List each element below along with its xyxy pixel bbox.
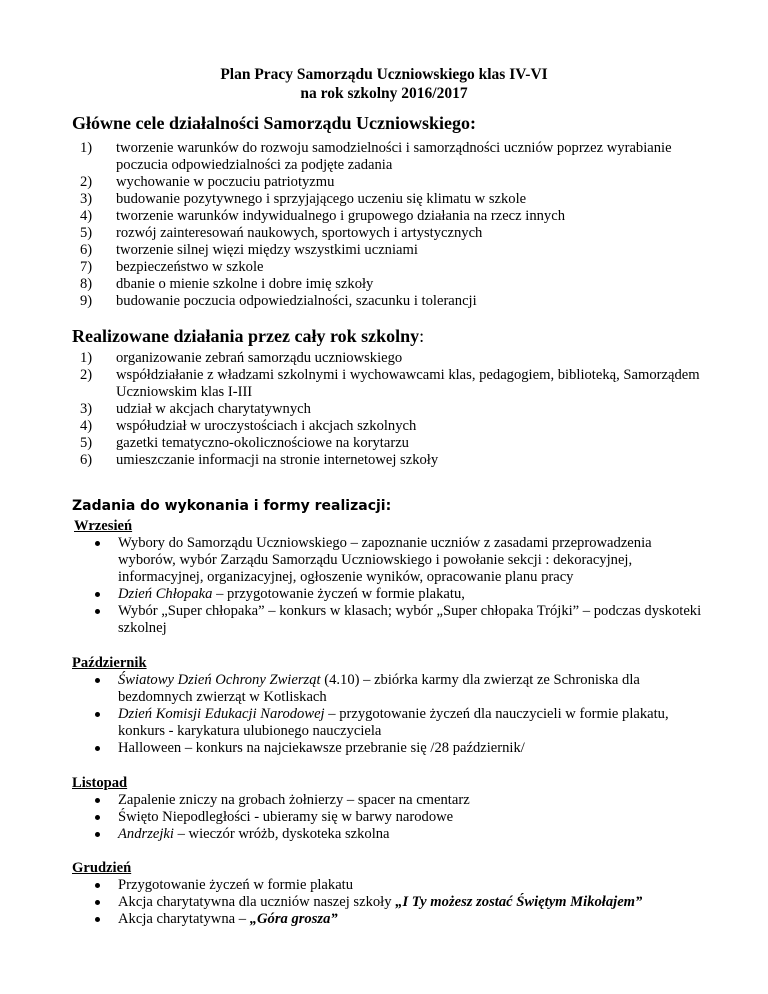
month-november	[72, 775, 712, 843]
list-item: 6) umieszczanie informacji na stronie internetowej szkoły	[80, 452, 439, 468]
actions-heading: Realizowane działania przez cały rok szkolny:	[72, 326, 425, 346]
list-item: Andrzejki – wieczór wróżb, dyskoteka szkolna	[72, 826, 712, 843]
list-item: 3) udział w akcjach charytatywnych	[80, 401, 311, 417]
list-item: Przygotowanie życzeń w formie plakatu	[72, 877, 712, 894]
list-item: Wybory do Samorządu Uczniowskiego – zapoznanie uczniów z zasadami przeprowadzenia wyborów, wybór Zarządu Samorządu Uczniowskiego i powołanie sekcji : dekoracyjnej, informacyjnej, organizacyjnej, ogłoszenie wyników, opracowanie planu pracy	[72, 535, 712, 586]
list-item: Święto Niepodległości - ubieramy się w barwy narodowe	[72, 809, 712, 826]
month-name: Październik	[72, 655, 147, 671]
list-item: Halloween – konkurs na najciekawsze przebranie się /28 październik/	[72, 740, 712, 757]
tasks-heading: Zadania do wykonania i formy realizacji:	[72, 498, 392, 514]
list-item: Akcja charytatywna dla uczniów naszej szkoły „I Ty możesz zostać Świętym Mikołajem”	[72, 894, 712, 911]
list-item: 1) tworzenie warunków do rozwoju samodzielności i samorządności uczniów poprzez wyrabianie poczucia odpowiedzialności za podjęte zadania	[80, 140, 672, 173]
list-item: 6) tworzenie silnej więzi między wszystkimi uczniami	[80, 242, 418, 258]
month-name: Wrzesień	[74, 518, 133, 534]
list-item: 5) rozwój zainteresowań naukowych, sportowych i artystycznych	[80, 225, 483, 241]
actions-list	[80, 350, 700, 469]
goals-list	[80, 140, 700, 310]
list-item: Dzień Komisji Edukacji Narodowej – przygotowanie życzeń dla nauczycieli w formie plakatu, konkurs - karykatura ulubionego nauczyciela	[72, 706, 712, 740]
list-item: 1) organizowanie zebrań samorządu uczniowskiego	[80, 350, 403, 366]
list-item: 8) dbanie o mienie szkolne i dobre imię szkoły	[80, 276, 374, 292]
list-item: Wybór „Super chłopaka” – konkurs w klasach; wybór „Super chłopaka Trójki” – podczas dyskoteki szkolnej	[72, 603, 712, 637]
list-item: Zapalenie zniczy na grobach żołnierzy – spacer na cmentarz	[72, 792, 712, 809]
list-item: 2) współdziałanie z władzami szkolnymi i wychowawcami klas, pedagogiem, biblioteką, Samorządem Uczniowskim klas I-III	[80, 367, 700, 400]
list-item: 3) budowanie pozytywnego i sprzyjającego uczeniu się klimatu w szkole	[80, 191, 527, 207]
list-item: 7) bezpieczeństwo w szkole	[80, 259, 264, 275]
month-october	[72, 655, 712, 757]
list-item: 4) współudział w uroczystościach i akcjach szkolnych	[80, 418, 417, 434]
month-september	[72, 518, 712, 637]
title-line-1: Plan Pracy Samorządu Uczniowskiego klas IV-VI	[220, 66, 548, 83]
list-item: Dzień Chłopaka – przygotowanie życzeń w formie plakatu,	[72, 586, 712, 603]
list-item: 4) tworzenie warunków indywidualnego i grupowego działania na rzecz innych	[80, 208, 566, 224]
title-line-2: na rok szkolny 2016/2017	[300, 85, 468, 102]
list-item: Akcja charytatywna – „Góra grosza”	[72, 911, 712, 928]
list-item: 2) wychowanie w poczuciu patriotyzmu	[80, 174, 335, 190]
goals-heading: Główne cele działalności Samorządu Uczniowskiego:	[72, 113, 476, 133]
page-title	[0, 65, 768, 103]
month-name: Listopad	[72, 775, 128, 791]
list-item: Światowy Dzień Ochrony Zwierząt (4.10) – zbiórka karmy dla zwierząt ze Schroniska dla bezdomnych zwierząt w Kotliskach	[72, 672, 712, 706]
month-name: Grudzień	[72, 860, 132, 876]
month-december	[72, 860, 712, 928]
list-item: 5) gazetki tematyczno-okolicznościowe na korytarzu	[80, 435, 409, 451]
list-item: 9) budowanie poczucia odpowiedzialności, szacunku i tolerancji	[80, 293, 477, 309]
